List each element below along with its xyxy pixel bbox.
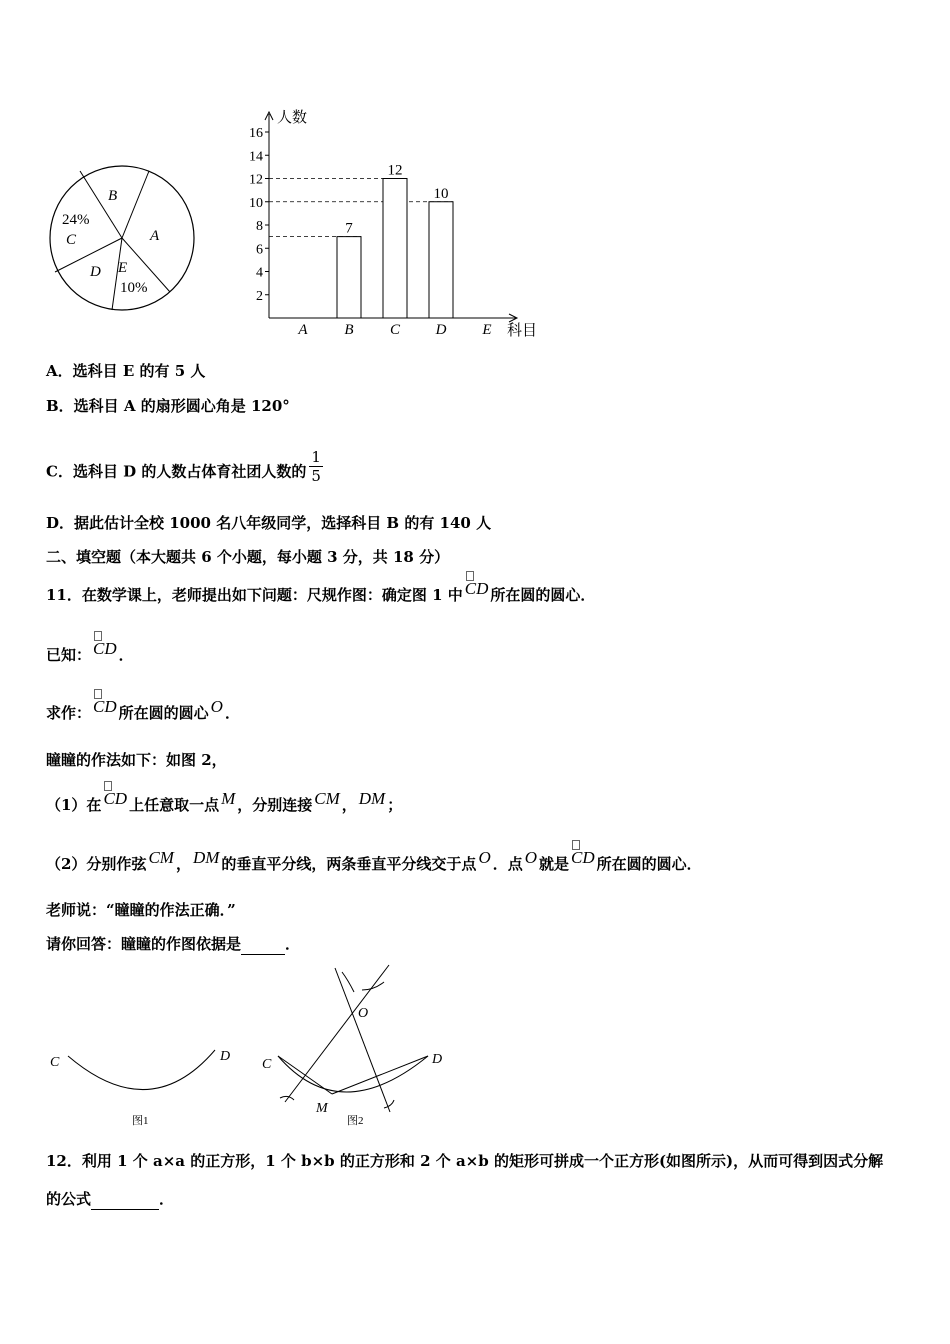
y-tick-label: 14 <box>249 149 263 165</box>
y-tick-label: 2 <box>256 288 263 304</box>
punctuation: ， <box>175 855 191 873</box>
q11-text: 11．在数学课上，老师提出如下问题：尺规作图：确定图 1 中 <box>46 586 463 604</box>
q11-method: 瞳瞳的作法如下：如图 2， <box>46 751 227 769</box>
point-m: M <box>221 789 236 808</box>
arc-cd <box>91 639 119 665</box>
bar <box>383 179 407 319</box>
q11-text: 请你回答：瞳瞳的作图依据是 <box>46 935 242 953</box>
x-tick-label: E <box>482 322 492 338</box>
fig2-label-m: M <box>316 1101 328 1116</box>
figure-1 <box>40 1040 250 1130</box>
arc-cd-curve <box>68 1050 215 1090</box>
q11-text: 所在圆的圆心． <box>490 586 596 604</box>
bar-chart <box>235 100 555 345</box>
pie-divider <box>122 171 149 238</box>
x-tick-label: B <box>344 322 354 338</box>
q11-teacher: 老师说：“瞳瞳的作法正确．” <box>46 901 236 919</box>
fig1-label-c: C <box>50 1055 60 1070</box>
punctuation: ． <box>159 1190 175 1208</box>
construction-arc <box>342 972 354 992</box>
q11-known-label: 已知： <box>46 646 92 664</box>
y-tick-label: 4 <box>256 265 263 281</box>
option-c-text: C．选科目 D 的人数占体育社团人数的 <box>46 462 307 481</box>
segment-dm: DM <box>192 848 220 867</box>
answer-blank[interactable] <box>241 934 285 955</box>
arc-cd <box>101 789 129 815</box>
fig2-caption: 图2 <box>347 1115 364 1127</box>
y-tick-label: 6 <box>256 242 263 258</box>
y-tick-label: 12 <box>249 172 263 188</box>
q11-text: 上任意取一点 <box>129 796 220 814</box>
q11-prompt <box>46 579 596 605</box>
arc-cd <box>91 697 119 723</box>
y-tick-label: 8 <box>256 219 263 234</box>
q11-text: ．点 <box>492 855 523 873</box>
q11-text: 就是 <box>539 855 570 873</box>
punctuation: ； <box>387 796 403 814</box>
arc-cd-label: CD <box>93 639 117 658</box>
punctuation: ． <box>118 646 134 664</box>
y-axis-label: 人数 <box>277 110 308 126</box>
point-o: O <box>478 848 491 867</box>
punctuation: ． <box>224 704 240 722</box>
q11-known <box>46 639 134 665</box>
bar-value-label: 12 <box>387 162 403 179</box>
x-tick-label: A <box>298 322 308 338</box>
pie-label-c-percent: 24% <box>62 212 90 228</box>
option-a: A．选科目 E 的有 5 人 <box>46 362 206 380</box>
pie-chart <box>40 158 210 318</box>
q12-text: 的公式 <box>46 1190 92 1208</box>
q11-text: 的垂直平分线，两条垂直平分线交于点 <box>221 855 477 873</box>
x-tick-label: D <box>435 322 447 338</box>
pie-label-c: C <box>66 232 77 248</box>
q11-answer <box>46 934 300 955</box>
segment-dm: DM <box>358 789 386 808</box>
fig2-label-o: O <box>358 1006 369 1021</box>
q12-line1: 12．利用 1 个 a×a 的正方形，1 个 b×b 的正方形和 2 个 a×b 的矩形可拼成一个正方形(如图所示)，从而可得到因式分解 <box>46 1152 884 1170</box>
bar-value-label: 10 <box>433 185 449 202</box>
figure-2 <box>250 960 460 1135</box>
pie-label-e: E <box>118 260 128 276</box>
pie-label-b: B <box>108 188 118 204</box>
arc-cd <box>463 579 491 605</box>
bar <box>429 202 453 318</box>
arc-cd-label: CD <box>103 789 128 808</box>
q12-line2 <box>46 1189 174 1210</box>
x-axis-label: 科目 <box>507 323 538 339</box>
segment-cm: CM <box>314 789 340 808</box>
punctuation: ， <box>341 796 357 814</box>
option-c-fraction <box>309 448 323 485</box>
fig1-caption: 图1 <box>132 1115 149 1127</box>
punctuation: ． <box>285 935 301 953</box>
fraction-numerator: 1 <box>311 448 321 466</box>
chord-dm <box>332 1056 428 1094</box>
q11-text: 所在圆的圆心． <box>596 855 702 873</box>
fig1-label-d: D <box>220 1049 231 1064</box>
answer-blank[interactable] <box>91 1189 159 1210</box>
q11-text: 所在圆的圆心 <box>118 704 209 722</box>
bar <box>337 237 361 318</box>
q11-seek <box>46 697 240 723</box>
segment-cm: CM <box>148 848 174 867</box>
q11-step2 <box>46 848 702 874</box>
pie-label-a: A <box>150 228 160 244</box>
point-o: O <box>210 697 223 716</box>
arc-cd-label: CD <box>464 579 489 598</box>
fig2-label-d: D <box>432 1052 443 1067</box>
arc-cd-label: CD <box>571 848 595 867</box>
section-title: 二、填空题（本大题共 6 个小题，每小题 3 分，共 18 分） <box>46 548 450 566</box>
q11-seek-label: 求作： <box>46 704 92 722</box>
arc-cd <box>569 848 597 874</box>
y-tick-label: 16 <box>249 126 263 141</box>
point-o: O <box>524 848 538 867</box>
option-d: D．据此估计全校 1000 名八年级同学，选择科目 B 的有 140 人 <box>46 514 492 532</box>
option-b: B．选科目 A 的扇形圆心角是 120° <box>46 397 290 415</box>
arc-cd-label: CD <box>93 697 117 716</box>
q11-text: （1）在 <box>46 796 102 814</box>
option-c <box>46 448 323 491</box>
y-tick-label: 10 <box>249 195 263 211</box>
fraction-denominator: 5 <box>311 467 321 485</box>
pie-label-e-percent: 10% <box>120 280 148 296</box>
q11-step1 <box>46 789 403 815</box>
q11-text: （2）分别作弦 <box>46 855 147 873</box>
arc-cd-curve <box>278 1056 428 1092</box>
x-tick-label: C <box>389 322 401 338</box>
q11-text: ，分别连接 <box>237 796 313 814</box>
fig2-label-c: C <box>262 1057 272 1072</box>
bar-value-label: 7 <box>345 220 353 237</box>
bisector-cm <box>285 965 389 1102</box>
pie-label-d: D <box>90 264 101 280</box>
